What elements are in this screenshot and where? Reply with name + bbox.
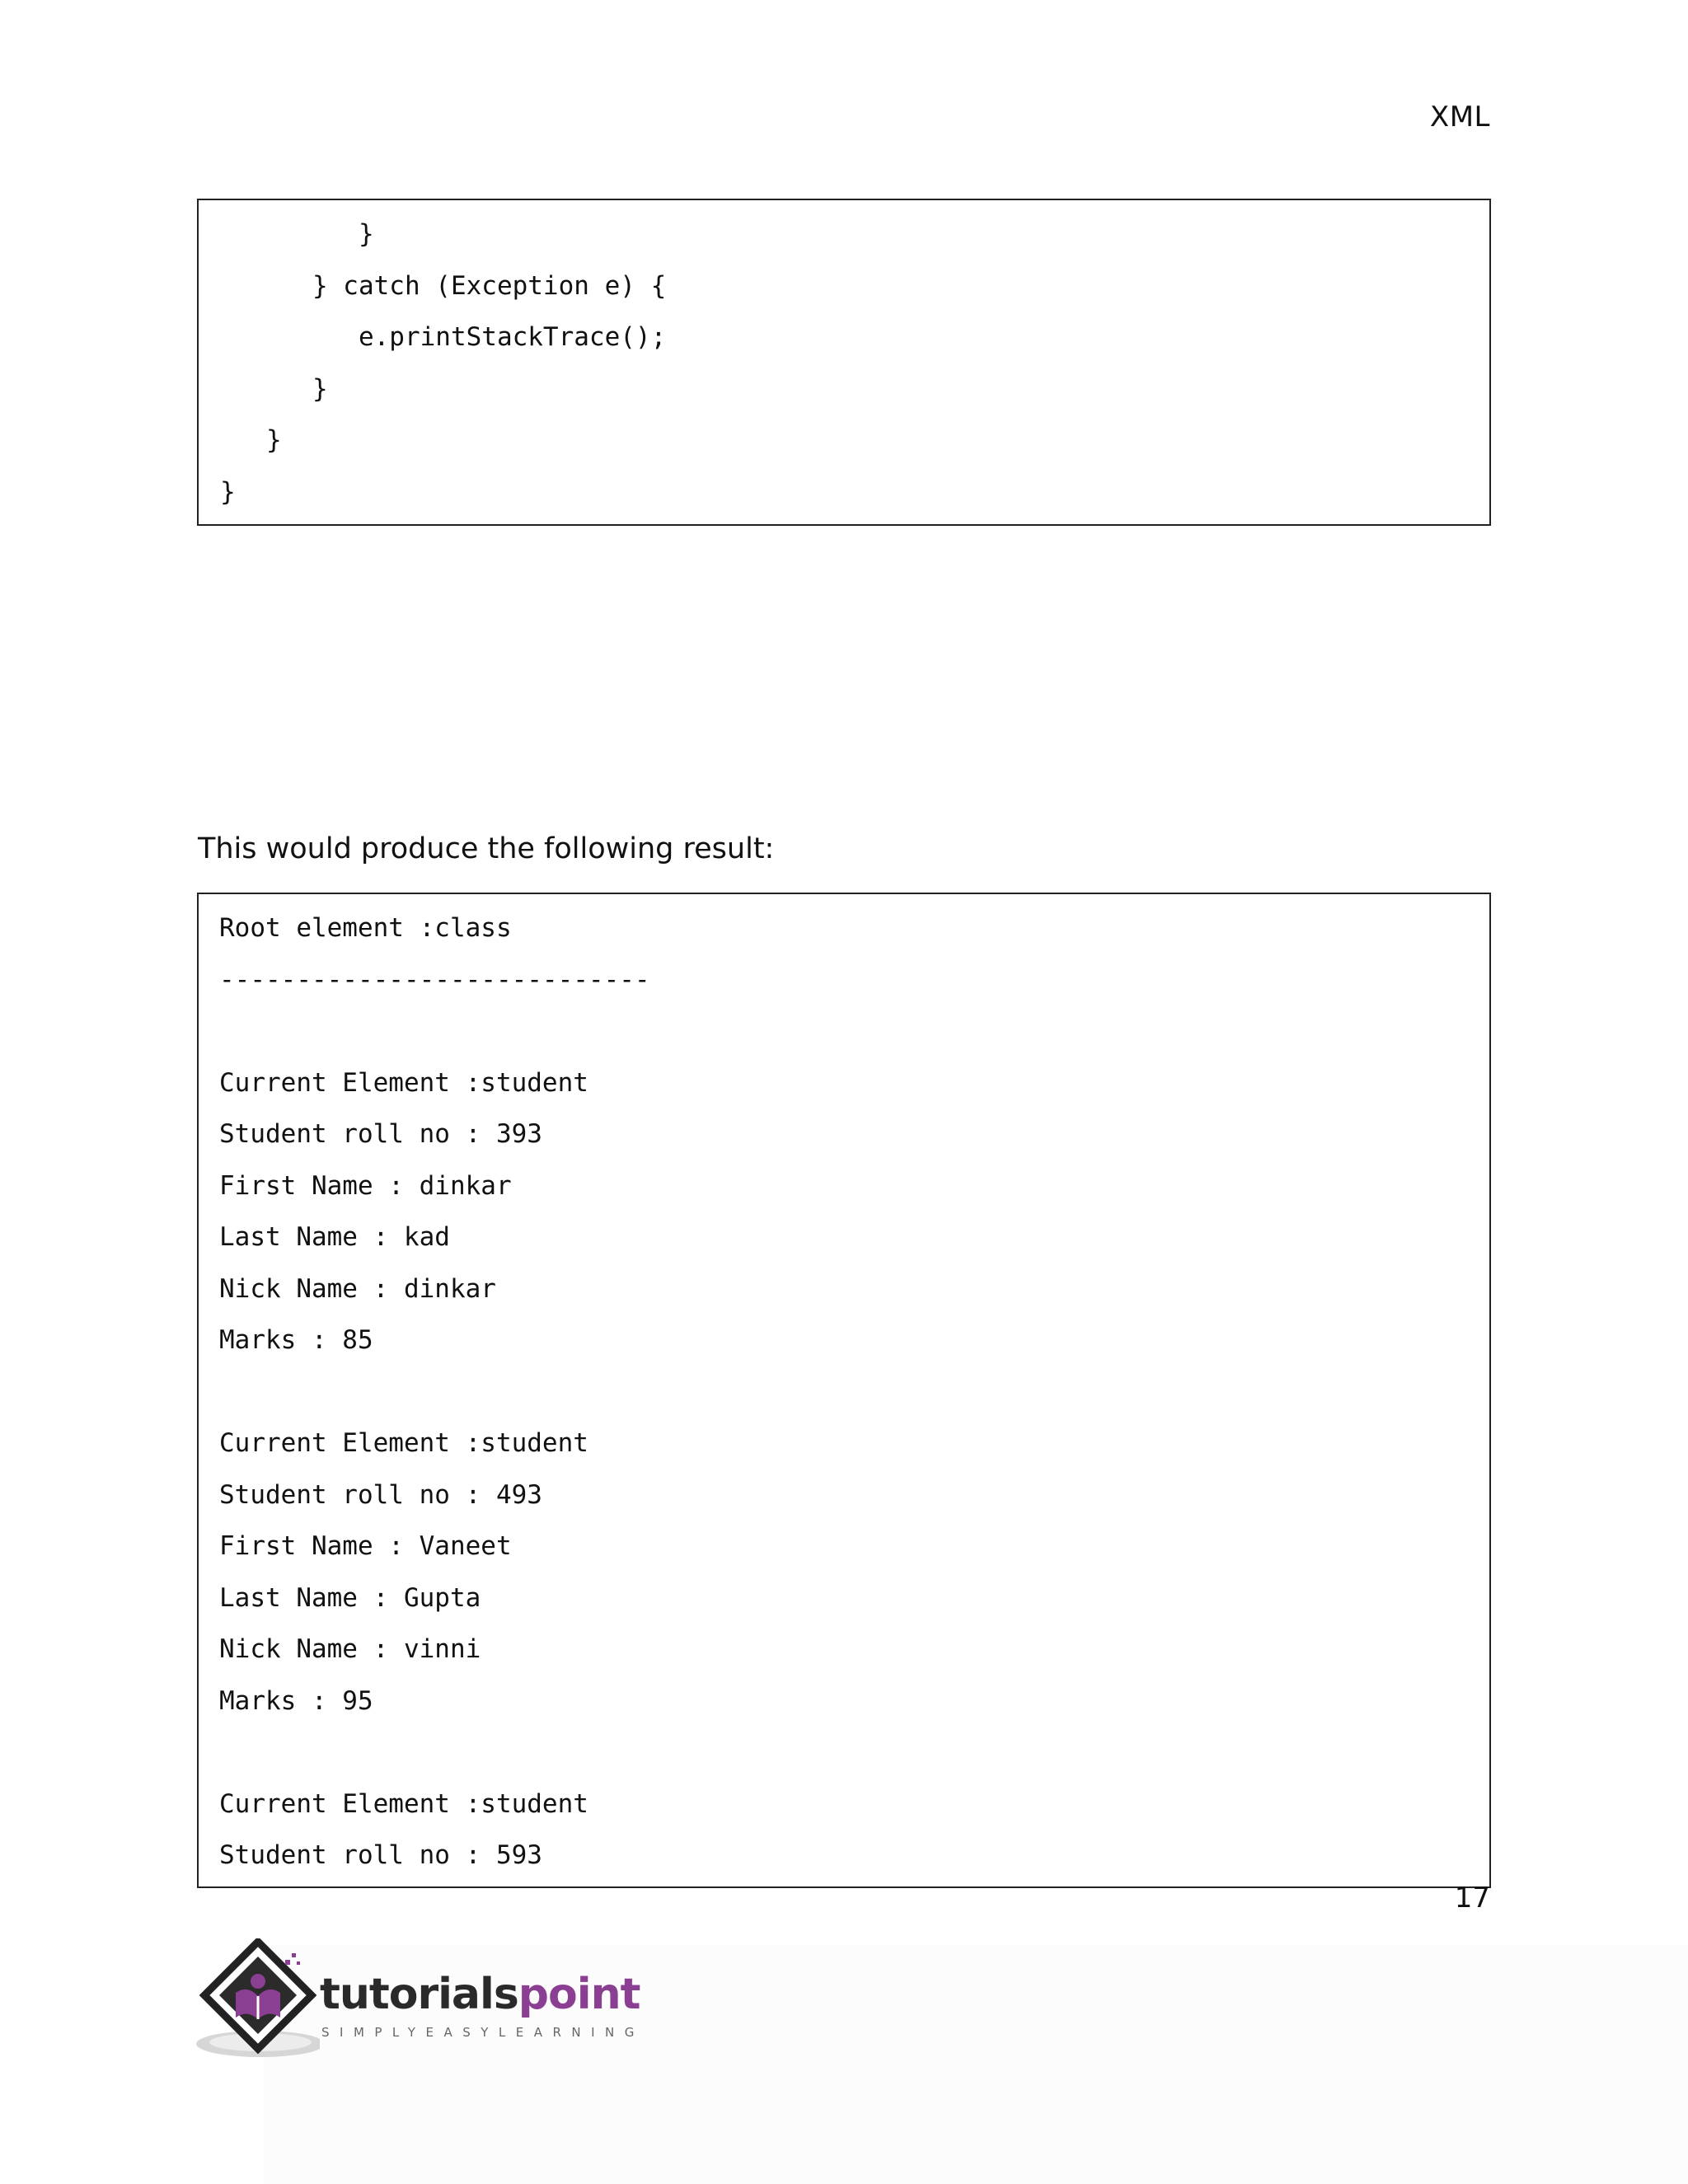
- output-line: Root element :class: [219, 913, 512, 943]
- logo-word-point: point: [518, 1970, 640, 2019]
- output-line: Last Name : Gupta: [219, 1582, 481, 1613]
- logo-word-tutorials: tutorials: [320, 1970, 518, 2019]
- output-line: Marks : 85: [219, 1325, 373, 1355]
- output-line: Last Name : kad: [219, 1222, 450, 1252]
- output-line: Student roll no : 593: [219, 1840, 542, 1870]
- output-line: Student roll no : 393: [219, 1119, 542, 1149]
- code-block-output: [197, 893, 1491, 1888]
- output-line: Marks : 95: [219, 1685, 373, 1716]
- code-line: }: [220, 425, 282, 455]
- output-line: [219, 1005, 1489, 1057]
- output-line: Nick Name : dinkar: [219, 1273, 496, 1304]
- logo-tagline: SIMPLYEASYLEARNING: [321, 2025, 645, 2040]
- output-line: Student roll no : 493: [219, 1479, 542, 1510]
- logo-emblem-icon: [196, 1938, 320, 2064]
- code-line: } catch (Exception e) {: [220, 270, 667, 301]
- output-lines: [219, 894, 1489, 1882]
- code-line: }: [220, 476, 236, 507]
- tutorialspoint-logo: [196, 1938, 645, 2064]
- output-line: First Name : Vaneet: [219, 1531, 512, 1561]
- code-line: e.printStackTrace();: [220, 322, 667, 352]
- code-block-source: [197, 199, 1491, 526]
- code-line: }: [220, 219, 374, 249]
- output-line: Current Element :student: [219, 1067, 588, 1098]
- output-line: ----------------------------: [219, 964, 650, 995]
- running-header: XML: [1429, 101, 1490, 134]
- output-line: [219, 1727, 1489, 1779]
- output-line: Nick Name : vinni: [219, 1634, 481, 1664]
- page-number: 17: [1454, 1882, 1490, 1915]
- output-line: Current Element :student: [219, 1788, 588, 1819]
- output-line: First Name : dinkar: [219, 1170, 512, 1201]
- result-intro-text: This would produce the following result:: [198, 832, 775, 865]
- output-line: [219, 1366, 1489, 1418]
- code-line: }: [220, 373, 328, 404]
- output-line: Current Element :student: [219, 1428, 588, 1458]
- code-lines: [220, 200, 1489, 518]
- logo-wordmark: [320, 1970, 640, 2019]
